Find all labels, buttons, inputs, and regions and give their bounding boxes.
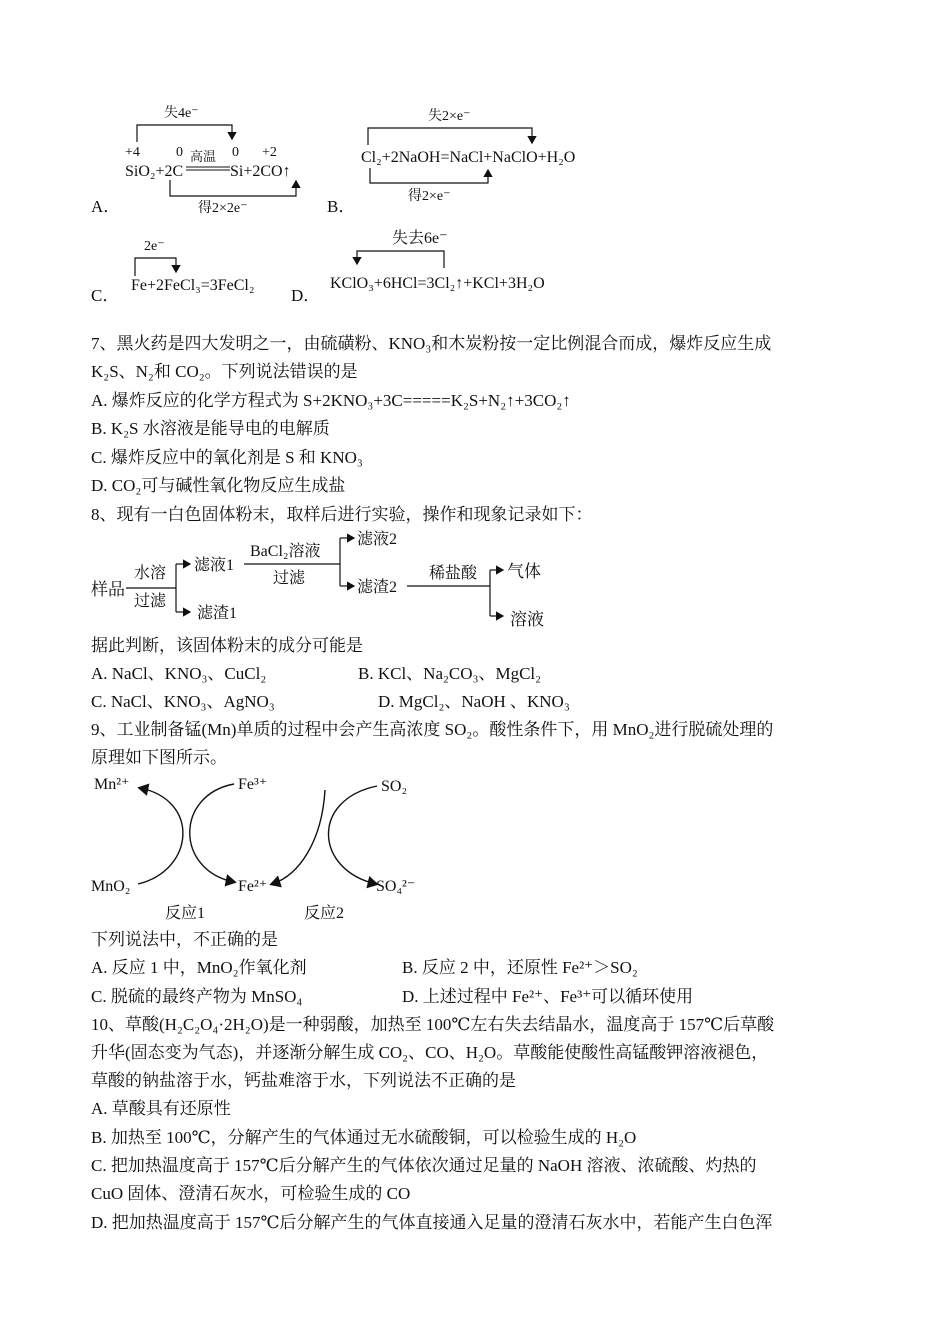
q6-a-top-label: 失4e⁻ bbox=[164, 106, 199, 121]
q8-option-b: B. KCl、Na₂CO₃、MgCl₂ bbox=[358, 664, 542, 683]
q9-option-b: B. 反应 2 中，还原性 Fe²⁺＞SO₂ bbox=[402, 958, 638, 977]
q8-residue2: 滤渣2 bbox=[357, 579, 398, 596]
q6-d-equation: KClO₃+6HCl=3Cl₂↑+KCl+3H₂O bbox=[330, 275, 545, 292]
q9-r2: 反应2 bbox=[304, 905, 345, 922]
q10-option-d: D. 把加热温度高于 157℃后分解产生的气体直接通入足量的澄清石灰水中，若能产生白色浑 bbox=[91, 1213, 773, 1232]
q6-a-ox-2: 0 bbox=[176, 145, 183, 160]
q6-a-condition: 高温 bbox=[190, 149, 217, 164]
q9-r1: 反应1 bbox=[165, 905, 206, 922]
q8-solution: 溶液 bbox=[510, 610, 544, 629]
q10-option-b: B. 加热至 100℃，分解产生的气体通过无水硫酸铜，可以检验生成的 H₂O bbox=[91, 1128, 637, 1147]
q9-stem-line2: 原理如下图所示。 bbox=[91, 748, 227, 767]
q6-b-top-label: 失2×e⁻ bbox=[428, 109, 471, 124]
q6-b-top-arrow bbox=[368, 128, 532, 145]
q7-option-a: A. 爆炸反应的化学方程式为 S+2KNO₃+3C=====K₂S+N₂↑+3CO₂↑ bbox=[91, 391, 571, 410]
q6-option-c bbox=[91, 239, 254, 305]
q6-option-b bbox=[327, 108, 575, 216]
q6-a-left: SiO₂+2C bbox=[125, 163, 184, 180]
q7-stem-line2: K₂S、N₂和 CO₂。下列说法错误的是 bbox=[91, 362, 358, 381]
q10-stem-line2: 升华(固态变为气态)，并逐渐分解生成 CO₂、CO、H₂O。草酸能使酸性高锰酸钾溶液褪色， bbox=[91, 1043, 769, 1062]
q6-a-bottom-label: 得2×2e⁻ bbox=[198, 201, 248, 216]
q9-option-a: A. 反应 1 中，MnO₂作氧化剂 bbox=[91, 958, 307, 977]
q8-gas: 气体 bbox=[507, 562, 541, 581]
q6-d-top-label: 失去6e⁻ bbox=[392, 230, 448, 247]
q6-c-top-arrow bbox=[135, 258, 176, 276]
q6-b-bottom-arrow bbox=[370, 168, 488, 183]
q8-filtrate1: 滤液1 bbox=[194, 557, 235, 574]
q9-fe2: Fe²⁺ bbox=[238, 878, 268, 895]
q10-option-a: A. 草酸具有还原性 bbox=[91, 1099, 231, 1118]
q8-stem: 8、现有一白色固体粉末，取样后进行实验，操作和现象记录如下： bbox=[91, 505, 593, 524]
q8-option-c: C. NaCl、KNO₃、AgNO₃ bbox=[91, 692, 275, 711]
q6-a-ox-4: +2 bbox=[262, 145, 277, 160]
q7-option-d: D. CO₂可与碱性氧化物反应生成盐 bbox=[91, 476, 346, 495]
q9-option-d: D. 上述过程中 Fe²⁺、Fe³⁺可以循环使用 bbox=[402, 987, 694, 1006]
q6-d-top-arrow bbox=[357, 251, 444, 268]
q9-mno2: MnO₂ bbox=[91, 878, 131, 895]
q6-a-ox-1: +4 bbox=[125, 145, 140, 160]
q6-a-label: A． bbox=[91, 197, 121, 216]
q7-option-b: B. K₂S 水溶液是能导电的电解质 bbox=[91, 419, 330, 438]
q6-b-bottom-label: 得2×e⁻ bbox=[408, 189, 451, 204]
q6-a-bottom-arrow bbox=[170, 180, 296, 196]
q9-question: 下列说法中，不正确的是 bbox=[91, 930, 278, 949]
q8-filter1: 过滤 bbox=[134, 593, 167, 610]
q9-mn2: Mn²⁺ bbox=[94, 776, 130, 793]
q6-a-right: Si+2CO↑ bbox=[230, 163, 291, 180]
q7-option-c: C. 爆炸反应中的氧化剂是 S 和 KNO₃ bbox=[91, 448, 363, 467]
q9-so4: SO₄²⁻ bbox=[376, 878, 416, 895]
q6-d-label: D． bbox=[291, 286, 321, 305]
q10-option-c-line1: C. 把加热温度高于 157℃后分解产生的气体依次通过足量的 NaOH 溶液、浓硫酸、灼热的 bbox=[91, 1156, 757, 1175]
q6-c-top-label: 2e⁻ bbox=[144, 239, 165, 254]
q6-option-a bbox=[91, 105, 296, 216]
q8-water: 水溶 bbox=[134, 565, 167, 582]
q6-b-equation: Cl₂+2NaOH=NaCl+NaClO+H₂O bbox=[361, 149, 576, 166]
q7-stem-line1: 7、黑火药是四大发明之一，由硫磺粉、KNO₃和木炭粉按一定比例混合而成，爆炸反应生成 bbox=[91, 334, 772, 353]
q8-bacl2: BaCl₂溶液 bbox=[250, 543, 321, 560]
q9-fe3: Fe³⁺ bbox=[238, 776, 268, 793]
q8-sample: 样品 bbox=[91, 580, 125, 599]
q9-so2: SO₂ bbox=[381, 778, 408, 795]
q6-c-equation: Fe+2FeCl₃=3FeCl₂ bbox=[131, 277, 255, 294]
q8-filtrate2: 滤液2 bbox=[357, 531, 398, 548]
q6-b-label: B． bbox=[327, 197, 356, 216]
q6-a-ox-3: 0 bbox=[232, 145, 239, 160]
q8-filter2: 过滤 bbox=[273, 570, 306, 587]
q6-option-d bbox=[291, 229, 545, 305]
q10-stem-line3: 草酸的钠盐溶于水，钙盐难溶于水，下列说法不正确的是 bbox=[91, 1071, 516, 1090]
q6-c-label: C． bbox=[91, 286, 120, 305]
q6-diagrams bbox=[0, 0, 950, 320]
q8-option-d: D. MgCl₂、NaOH 、KNO₃ bbox=[378, 692, 570, 711]
q10-stem-line1: 10、草酸(H₂C₂O₄·2H₂O)是一种弱酸，加热至 100℃左右失去结晶水，温度高于 157℃后草酸 bbox=[91, 1015, 775, 1034]
q8-residue1: 滤渣1 bbox=[197, 605, 238, 622]
q10-option-c-line2: CuO 固体、澄清石灰水，可检验生成的 CO bbox=[91, 1184, 411, 1203]
q9-option-c: C. 脱硫的最终产物为 MnSO₄ bbox=[91, 987, 303, 1006]
q9-stem-line1: 9、工业制备锰(Mn)单质的过程中会产生高浓度 SO₂。酸性条件下，用 MnO₂进行脱硫处理的 bbox=[91, 720, 774, 739]
q6-a-top-arrow bbox=[137, 125, 232, 142]
q8-hcl: 稀盐酸 bbox=[429, 565, 478, 582]
q8-option-a: A. NaCl、KNO₃、CuCl₂ bbox=[91, 664, 267, 683]
q8-question: 据此判断，该固体粉末的成分可能是 bbox=[91, 636, 363, 655]
